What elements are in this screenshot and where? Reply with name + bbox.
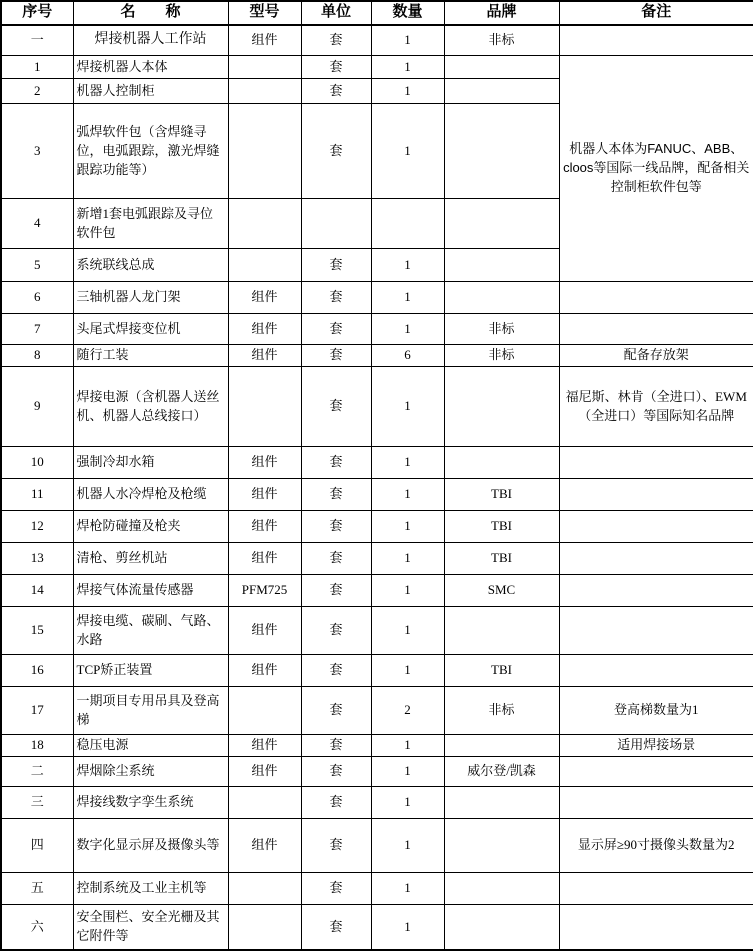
cell-model — [228, 367, 301, 447]
cell-unit: 套 — [301, 79, 371, 104]
cell-remark — [559, 543, 753, 575]
header-row — [1, 1, 753, 25]
cell-remark — [559, 872, 753, 904]
cell-no: 三 — [1, 786, 73, 818]
cell-model — [228, 904, 301, 950]
cell-qty: 1 — [371, 786, 444, 818]
cell-unit: 套 — [301, 818, 371, 872]
cell-brand — [444, 104, 559, 199]
cell-unit: 套 — [301, 447, 371, 479]
cell-no: 二 — [1, 756, 73, 786]
cell-remark — [559, 282, 753, 314]
cell-no: 15 — [1, 607, 73, 655]
cell-name: 焊接电源（含机器人送丝机、机器人总线接口） — [73, 367, 228, 447]
table-row — [1, 282, 753, 314]
cell-unit: 套 — [301, 607, 371, 655]
table-row — [1, 56, 753, 79]
cell-unit: 套 — [301, 575, 371, 607]
cell-unit: 套 — [301, 56, 371, 79]
cell-qty: 2 — [371, 687, 444, 735]
cell-no: 12 — [1, 511, 73, 543]
table-row — [1, 904, 753, 950]
cell-qty: 1 — [371, 367, 444, 447]
cell-remark: 机器人本体为FANUC、ABB、cloos等国际一线品牌，配备相关控制柜软件包等 — [559, 56, 753, 282]
cell-no: 18 — [1, 735, 73, 757]
cell-no: 六 — [1, 904, 73, 950]
cell-model: 组件 — [228, 655, 301, 687]
cell-remark — [559, 25, 753, 56]
cell-qty: 1 — [371, 735, 444, 757]
cell-unit: 套 — [301, 872, 371, 904]
table-row — [1, 687, 753, 735]
table-row — [1, 655, 753, 687]
table-row — [1, 511, 753, 543]
cell-name: 焊烟除尘系统 — [73, 756, 228, 786]
cell-name: 稳压电源 — [73, 735, 228, 757]
cell-model: 组件 — [228, 447, 301, 479]
cell-name: 焊接气体流量传感器 — [73, 575, 228, 607]
cell-remark: 显示屏≥90寸摄像头数量为2 — [559, 818, 753, 872]
cell-qty: 1 — [371, 282, 444, 314]
cell-remark: 适用焊接场景 — [559, 735, 753, 757]
cell-qty: 1 — [371, 249, 444, 282]
cell-brand — [444, 249, 559, 282]
cell-qty: 1 — [371, 756, 444, 786]
table-row — [1, 367, 753, 447]
col-header-remark: 备注 — [559, 1, 753, 25]
col-header-name: 名 称 — [73, 1, 228, 25]
cell-unit: 套 — [301, 735, 371, 757]
cell-no: 9 — [1, 367, 73, 447]
cell-qty: 1 — [371, 818, 444, 872]
cell-remark: 福尼斯、林肯（全进口）、EWM（全进口）等国际知名品牌 — [559, 367, 753, 447]
cell-qty: 1 — [371, 904, 444, 950]
cell-remark: 登高梯数量为1 — [559, 687, 753, 735]
cell-model — [228, 79, 301, 104]
cell-remark — [559, 904, 753, 950]
cell-qty: 1 — [371, 314, 444, 345]
cell-brand: SMC — [444, 575, 559, 607]
cell-brand — [444, 818, 559, 872]
cell-model: 组件 — [228, 25, 301, 56]
table-row — [1, 447, 753, 479]
table-row — [1, 543, 753, 575]
table-row — [1, 479, 753, 511]
cell-brand: 威尔登/凯森 — [444, 756, 559, 786]
cell-qty: 6 — [371, 345, 444, 367]
cell-no: 14 — [1, 575, 73, 607]
cell-unit: 套 — [301, 543, 371, 575]
cell-no: 17 — [1, 687, 73, 735]
cell-name: 焊接机器人工作站 — [73, 25, 228, 56]
cell-qty: 1 — [371, 447, 444, 479]
cell-name: 系统联线总成 — [73, 249, 228, 282]
cell-brand — [444, 786, 559, 818]
cell-model: 组件 — [228, 314, 301, 345]
cell-remark — [559, 575, 753, 607]
cell-model — [228, 249, 301, 282]
cell-qty: 1 — [371, 25, 444, 56]
table-row — [1, 818, 753, 872]
cell-model: 组件 — [228, 282, 301, 314]
table-row — [1, 25, 753, 56]
cell-qty: 1 — [371, 543, 444, 575]
cell-no: 4 — [1, 199, 73, 249]
cell-brand — [444, 367, 559, 447]
cell-brand — [444, 872, 559, 904]
cell-brand: TBI — [444, 655, 559, 687]
cell-unit: 套 — [301, 25, 371, 56]
cell-model: 组件 — [228, 818, 301, 872]
cell-remark — [559, 756, 753, 786]
cell-brand: 非标 — [444, 25, 559, 56]
cell-brand: 非标 — [444, 314, 559, 345]
cell-no: 13 — [1, 543, 73, 575]
cell-unit — [301, 199, 371, 249]
cell-brand — [444, 735, 559, 757]
cell-name: TCP矫正装置 — [73, 655, 228, 687]
col-header-qty: 数量 — [371, 1, 444, 25]
cell-model: PFM725 — [228, 575, 301, 607]
table-row — [1, 756, 753, 786]
cell-brand — [444, 199, 559, 249]
cell-model — [228, 786, 301, 818]
cell-remark — [559, 511, 753, 543]
cell-name: 数字化显示屏及摄像头等 — [73, 818, 228, 872]
cell-unit: 套 — [301, 904, 371, 950]
cell-name: 焊接机器人本体 — [73, 56, 228, 79]
cell-no: 8 — [1, 345, 73, 367]
cell-name: 三轴机器人龙门架 — [73, 282, 228, 314]
cell-no: 四 — [1, 818, 73, 872]
cell-qty: 1 — [371, 104, 444, 199]
cell-model: 组件 — [228, 735, 301, 757]
table-row — [1, 314, 753, 345]
cell-qty: 1 — [371, 511, 444, 543]
cell-unit: 套 — [301, 786, 371, 818]
cell-unit: 套 — [301, 479, 371, 511]
cell-brand: 非标 — [444, 687, 559, 735]
cell-unit: 套 — [301, 104, 371, 199]
table-row — [1, 735, 753, 757]
table-row — [1, 607, 753, 655]
cell-brand — [444, 79, 559, 104]
cell-remark — [559, 607, 753, 655]
cell-name: 强制冷却水箱 — [73, 447, 228, 479]
cell-name: 清枪、剪丝机站 — [73, 543, 228, 575]
cell-name: 头尾式焊接变位机 — [73, 314, 228, 345]
cell-unit: 套 — [301, 756, 371, 786]
cell-no: 3 — [1, 104, 73, 199]
cell-remark — [559, 314, 753, 345]
cell-brand — [444, 904, 559, 950]
cell-model: 组件 — [228, 345, 301, 367]
cell-qty: 1 — [371, 872, 444, 904]
cell-unit: 套 — [301, 367, 371, 447]
cell-qty: 1 — [371, 607, 444, 655]
cell-no: 5 — [1, 249, 73, 282]
col-header-brand: 品牌 — [444, 1, 559, 25]
cell-no: 16 — [1, 655, 73, 687]
cell-qty: 1 — [371, 575, 444, 607]
table-row — [1, 575, 753, 607]
cell-model: 组件 — [228, 511, 301, 543]
cell-brand: 非标 — [444, 345, 559, 367]
cell-model: 组件 — [228, 479, 301, 511]
cell-brand: TBI — [444, 511, 559, 543]
col-header-model: 型号 — [228, 1, 301, 25]
cell-qty — [371, 199, 444, 249]
cell-unit: 套 — [301, 282, 371, 314]
table-row — [1, 345, 753, 367]
cell-no: 一 — [1, 25, 73, 56]
cell-name: 焊接电缆、碳刷、气路、水路 — [73, 607, 228, 655]
cell-unit: 套 — [301, 511, 371, 543]
cell-no: 2 — [1, 79, 73, 104]
cell-no: 7 — [1, 314, 73, 345]
col-header-unit: 单位 — [301, 1, 371, 25]
cell-unit: 套 — [301, 345, 371, 367]
cell-brand: TBI — [444, 479, 559, 511]
col-header-no: 序号 — [1, 1, 73, 25]
cell-remark — [559, 786, 753, 818]
cell-brand — [444, 56, 559, 79]
cell-unit: 套 — [301, 655, 371, 687]
cell-name: 一期项目专用吊具及登高梯 — [73, 687, 228, 735]
cell-remark — [559, 655, 753, 687]
cell-model: 组件 — [228, 607, 301, 655]
cell-brand — [444, 607, 559, 655]
cell-name: 弧焊软件包（含焊缝寻位，电弧跟踪，激光焊缝跟踪功能等） — [73, 104, 228, 199]
cell-qty: 1 — [371, 655, 444, 687]
cell-brand — [444, 447, 559, 479]
table-row — [1, 872, 753, 904]
cell-model — [228, 104, 301, 199]
cell-qty: 1 — [371, 479, 444, 511]
cell-no: 五 — [1, 872, 73, 904]
cell-brand: TBI — [444, 543, 559, 575]
cell-brand — [444, 282, 559, 314]
cell-qty: 1 — [371, 79, 444, 104]
cell-model — [228, 56, 301, 79]
cell-remark: 配备存放架 — [559, 345, 753, 367]
cell-name: 焊枪防碰撞及枪夹 — [73, 511, 228, 543]
cell-model — [228, 687, 301, 735]
cell-model: 组件 — [228, 543, 301, 575]
cell-name: 新增1套电弧跟踪及寻位软件包 — [73, 199, 228, 249]
table-row — [1, 786, 753, 818]
cell-name: 随行工装 — [73, 345, 228, 367]
cell-name: 控制系统及工业主机等 — [73, 872, 228, 904]
cell-no: 1 — [1, 56, 73, 79]
cell-no: 6 — [1, 282, 73, 314]
cell-unit: 套 — [301, 249, 371, 282]
cell-unit: 套 — [301, 687, 371, 735]
cell-qty: 1 — [371, 56, 444, 79]
cell-name: 安全围栏、安全光栅及其它附件等 — [73, 904, 228, 950]
cell-no: 10 — [1, 447, 73, 479]
cell-model — [228, 199, 301, 249]
cell-name: 焊接线数字孪生系统 — [73, 786, 228, 818]
cell-name: 机器人水冷焊枪及枪缆 — [73, 479, 228, 511]
cell-remark — [559, 479, 753, 511]
cell-unit: 套 — [301, 314, 371, 345]
cell-remark — [559, 447, 753, 479]
cell-model — [228, 872, 301, 904]
cell-name: 机器人控制柜 — [73, 79, 228, 104]
cell-no: 11 — [1, 479, 73, 511]
cell-model: 组件 — [228, 756, 301, 786]
